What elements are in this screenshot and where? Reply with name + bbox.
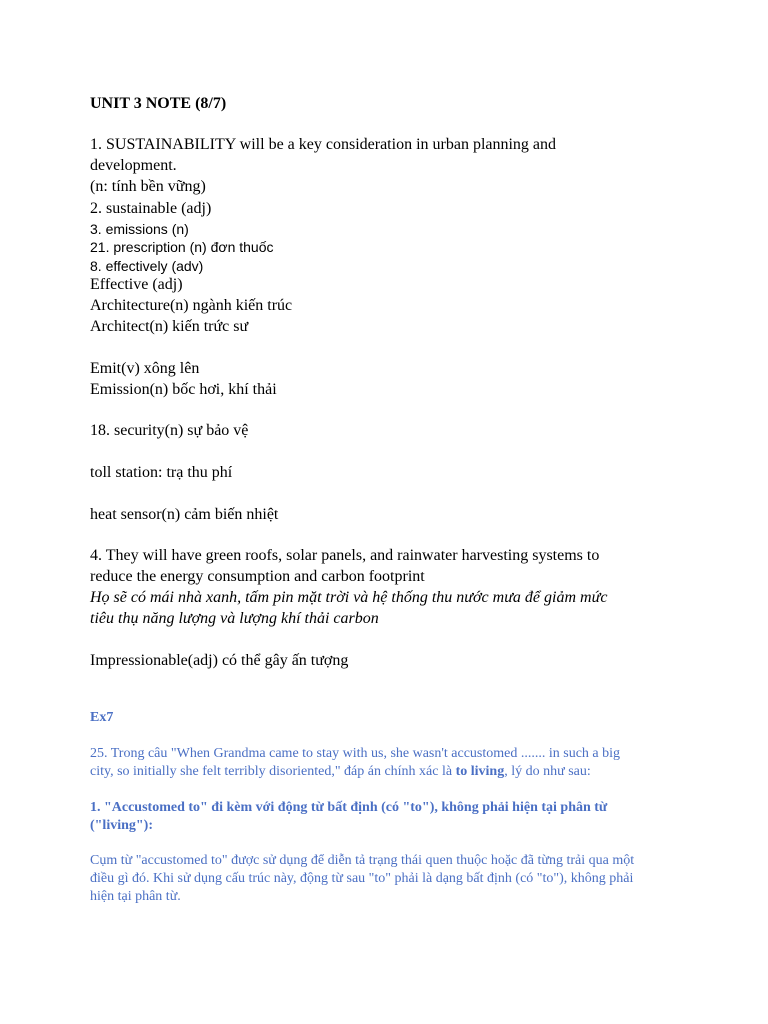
item2: 2. sustainable (adj) (90, 200, 212, 217)
item1-line3: (n: tính bền vững) (90, 178, 206, 195)
item21: 21. prescription (n) đơn thuốc (90, 239, 274, 255)
item3: 3. emissions (n) (90, 221, 189, 237)
emission: Emission(n) bốc hơi, khí thải (90, 381, 277, 398)
explanation-line3: hiện tại phân từ. (90, 889, 181, 904)
security: 18. security(n) sự bảo vệ (90, 422, 249, 439)
heat-sensor: heat sensor(n) cảm biến nhiệt (90, 506, 279, 523)
q25-line2-post: , lý do như sau: (504, 764, 591, 779)
q25-line2-pre: city, so initially she felt terribly disoriented," đáp án chính xác là (90, 764, 456, 779)
item1-line1: 1. SUSTAINABILITY will be a key consideration in urban planning and (90, 136, 557, 153)
q25-line2 (90, 763, 591, 781)
architect: Architect(n) kiến trức sư (90, 318, 249, 335)
point1-line1: 1. "Accustomed to" đi kèm với động từ bất định (có "to"), không phải hiện tại phân từ (90, 800, 608, 815)
item4-line2: reduce the energy consumption and carbon footprint (90, 568, 425, 585)
ex7-heading: Ex7 (90, 710, 114, 725)
item8: 8. effectively (adv) (90, 258, 204, 274)
translation-line2: tiêu thụ năng lượng và lượng khí thải carbon (90, 610, 379, 627)
impressionable: Impressionable(adj) có thể gây ấn tượng (90, 652, 349, 669)
translation-line1: Họ sẽ có mái nhà xanh, tấm pin mặt trời và hệ thống thu nước mưa để giảm mức (90, 589, 608, 606)
page-title: UNIT 3 NOTE (8/7) (90, 95, 227, 112)
effective: Effective (adj) (90, 276, 183, 293)
emit: Emit(v) xông lên (90, 360, 200, 377)
point1-line2: ("living"): (90, 818, 153, 833)
architecture: Architecture(n) ngành kiến trúc (90, 297, 293, 314)
q25-line1: 25. Trong câu "When Grandma came to stay with us, she wasn't accustomed ....... in such a big (90, 746, 621, 761)
explanation-line1: Cụm từ "accustomed to" được sử dụng để diễn tả trạng thái quen thuộc hoặc đã từng trải qua một (90, 853, 635, 868)
toll-station: toll station: trạ thu phí (90, 464, 233, 481)
item1-line2: development. (90, 157, 177, 174)
explanation-line2: điều gì đó. Khi sử dụng cấu trúc này, động từ sau "to" phải là dạng bất định (có "to"), không phải (90, 871, 634, 886)
item4-line1: 4. They will have green roofs, solar panels, and rainwater harvesting systems to (90, 547, 600, 564)
answer-highlight: to living (455, 764, 505, 779)
